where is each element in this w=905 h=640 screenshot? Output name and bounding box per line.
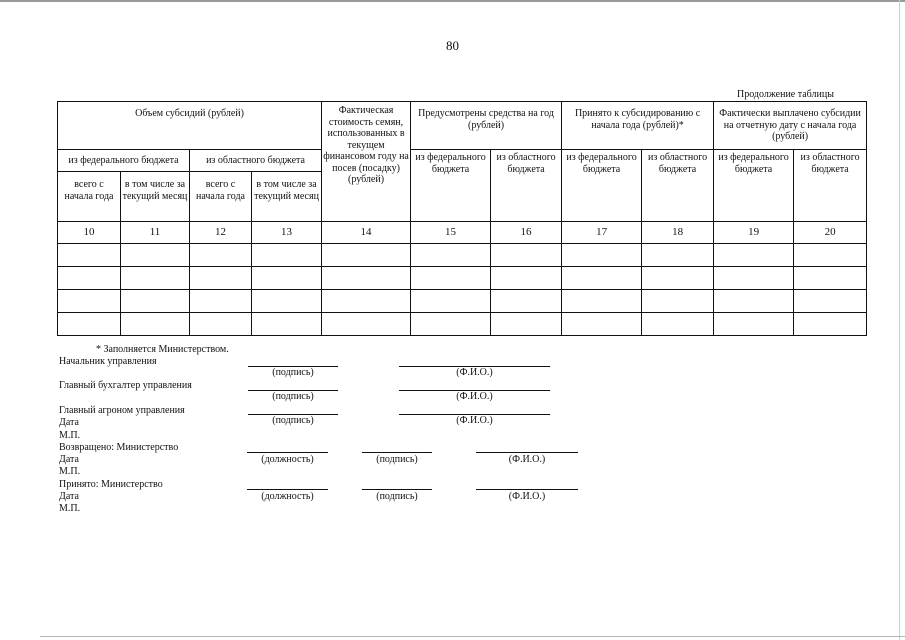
signature-caption: (подпись) [272, 391, 314, 402]
table-row [58, 290, 867, 313]
scan-edge-bottom [40, 636, 905, 637]
label-date: Дата [59, 417, 79, 428]
column-number: 10 [58, 222, 121, 244]
table-cell[interactable] [190, 313, 252, 336]
table-cell[interactable] [411, 313, 491, 336]
column-number: 18 [642, 222, 714, 244]
column-number: 16 [491, 222, 562, 244]
label-chief-agronomist: Главный агроном управления [59, 405, 185, 416]
column-number: 17 [562, 222, 642, 244]
signature-caption: (подпись) [272, 367, 314, 378]
column-number: 15 [411, 222, 491, 244]
table-cell[interactable] [322, 244, 411, 267]
label-date: Дата [59, 454, 79, 465]
fio-caption: (Ф.И.О.) [508, 454, 546, 465]
table-cell[interactable] [642, 290, 714, 313]
table-cell[interactable] [322, 290, 411, 313]
header-accepted-federal: из федерального бюджета [562, 150, 642, 222]
label-chief-accountant: Главный бухгалтер управления [59, 380, 192, 391]
position-caption: (должность) [261, 454, 314, 465]
header-planned-regional: из областного бюджета [491, 150, 562, 222]
column-number-row [58, 222, 867, 244]
table-cell[interactable] [58, 267, 121, 290]
table-cell[interactable] [794, 290, 867, 313]
header-actually-paid: Фактически выплачено субсидии на отчетную дату с начала года (рублей) [714, 102, 867, 150]
table-cell[interactable] [58, 313, 121, 336]
subsidy-table [57, 101, 867, 336]
table-cell[interactable] [491, 244, 562, 267]
table-cell[interactable] [491, 290, 562, 313]
table-cell[interactable] [491, 267, 562, 290]
table-cell[interactable] [642, 267, 714, 290]
table-cell[interactable] [252, 267, 322, 290]
table-cell[interactable] [58, 244, 121, 267]
fio-caption: (Ф.И.О.) [456, 415, 493, 426]
signature-line[interactable] [362, 489, 432, 490]
header-regional-total: всего с начала года [190, 172, 252, 222]
label-stamp: М.П. [59, 430, 81, 441]
table-cell[interactable] [562, 244, 642, 267]
table-cell[interactable] [190, 244, 252, 267]
header-from-federal: из федерального бюджета [58, 150, 190, 172]
footnote: * Заполняется Министерством. [96, 344, 229, 355]
table-cell[interactable] [190, 267, 252, 290]
fio-caption: (Ф.И.О.) [508, 491, 546, 502]
table-cell[interactable] [121, 313, 190, 336]
position-caption: (должность) [261, 491, 314, 502]
column-number: 19 [714, 222, 794, 244]
column-number: 20 [794, 222, 867, 244]
header-planned-federal: из федерального бюджета [411, 150, 491, 222]
header-actual-seed-cost: Фактическая стоимость семян, использованных в текущем финансовом году на посев (посадку) (рублей) [322, 102, 411, 222]
header-accepted-for-subsidy: Принято к субсидированию с начала года (рублей)* [562, 102, 714, 150]
table-cell[interactable] [642, 244, 714, 267]
fio-caption: (Ф.И.О.) [456, 367, 493, 378]
table-row [58, 313, 867, 336]
name-line[interactable] [476, 452, 578, 453]
table-cell[interactable] [252, 290, 322, 313]
signature-caption: (подпись) [376, 454, 418, 465]
header-subsidy-volume: Объем субсидий (рублей) [58, 102, 322, 150]
table-cell[interactable] [252, 244, 322, 267]
header-federal-total: всего с начала года [58, 172, 121, 222]
table-cell[interactable] [190, 290, 252, 313]
table-cell[interactable] [642, 313, 714, 336]
header-paid-federal: из федерального бюджета [714, 150, 794, 222]
table-cell[interactable] [411, 244, 491, 267]
table-cell[interactable] [794, 267, 867, 290]
page-number: 80 [446, 38, 459, 53]
signature-line[interactable] [362, 452, 432, 453]
table-cell[interactable] [562, 313, 642, 336]
table-row [58, 244, 867, 267]
table-cell[interactable] [121, 267, 190, 290]
signature-caption: (подпись) [376, 491, 418, 502]
table-cell[interactable] [714, 244, 794, 267]
header-regional-month: в том числе за текущий месяц [252, 172, 322, 222]
fio-caption: (Ф.И.О.) [456, 391, 493, 402]
label-date: Дата [59, 491, 79, 502]
position-line[interactable] [247, 489, 328, 490]
header-from-regional: из областного бюджета [190, 150, 322, 172]
label-stamp: М.П. [59, 466, 81, 477]
header-accepted-regional: из областного бюджета [642, 150, 714, 222]
position-line[interactable] [247, 452, 328, 453]
table-cell[interactable] [322, 267, 411, 290]
column-number: 11 [121, 222, 190, 244]
column-number: 12 [190, 222, 252, 244]
table-cell[interactable] [121, 290, 190, 313]
table-cell[interactable] [562, 267, 642, 290]
table-cell[interactable] [794, 313, 867, 336]
column-number: 14 [322, 222, 411, 244]
label-accepted-ministry: Принято: Министерство [59, 479, 163, 490]
name-line[interactable] [476, 489, 578, 490]
scan-edge-top [0, 0, 905, 2]
signature-caption: (подпись) [272, 415, 314, 426]
scan-edge-right [899, 0, 900, 640]
header-paid-regional: из областного бюджета [794, 150, 867, 222]
table-cell[interactable] [794, 244, 867, 267]
label-returned-ministry: Возвращено: Министерство [59, 442, 179, 453]
table-cell[interactable] [714, 313, 794, 336]
table-cell[interactable] [58, 290, 121, 313]
column-number: 13 [252, 222, 322, 244]
table-cell[interactable] [322, 313, 411, 336]
table-cell[interactable] [562, 290, 642, 313]
table-cell[interactable] [411, 290, 491, 313]
table-cell[interactable] [252, 313, 322, 336]
header-federal-month: в том числе за текущий месяц [121, 172, 190, 222]
table-cell[interactable] [411, 267, 491, 290]
table-cell[interactable] [714, 267, 794, 290]
table-cell[interactable] [491, 313, 562, 336]
label-stamp: М.П. [59, 503, 81, 514]
continuation-label: Продолжение таблицы [737, 89, 834, 100]
label-head-of-department: Начальник управления [59, 356, 157, 367]
table-row [58, 267, 867, 290]
table-cell[interactable] [121, 244, 190, 267]
table-cell[interactable] [714, 290, 794, 313]
header-planned-funds: Предусмотрены средства на год (рублей) [411, 102, 562, 150]
